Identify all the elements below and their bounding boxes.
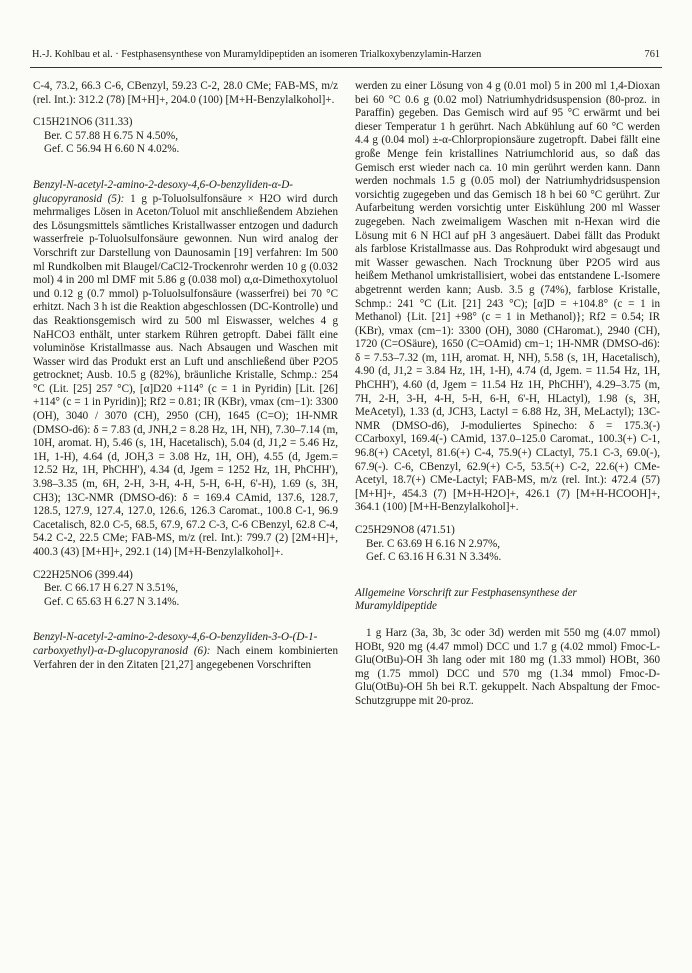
compound-5-paragraph [33, 179, 338, 560]
formula-c15: C15H21NO6 (311.33) [33, 116, 133, 129]
analysis-calculated-2: Ber. C 66.17 H 6.27 N 3.51%, [44, 582, 179, 595]
page-number: 761 [644, 49, 660, 60]
compound-6-text: Nach einem kombinierten Verfahren der in den Zitaten [21,27] angegebenen Vorschriften [33, 644, 339, 671]
compound-6-title: Benzyl-N-acetyl-2-amino-2-desoxy-4,6-O-benzyliden-3-O-(D-1-carboxyethyl)-α-D-glucopyranosid (6): [33, 631, 318, 657]
running-header [30, 47, 662, 68]
analysis-found-3: Gef. C 63.16 H 6.31 N 3.34%. [366, 551, 502, 564]
paragraph-spectral-data-tail: C-4, 73.2, 66.3 C-6, CBenzyl, 59.23 C-2, 28.0 CMe; FAB-MS, m/z (rel. Int.): 312.2 (78) [M+H]+, 204.0 (100) [M+H-Benzylalkohol]+. [33, 80, 338, 106]
analysis-found-2: Gef. C 65.63 H 6.27 N 3.14%. [44, 595, 180, 608]
analysis-found-1: Gef. C 56.94 H 6.60 N 4.02%. [44, 143, 180, 156]
compound-5-title: Benzyl-N-acetyl-2-amino-2-desoxy-4,6-O-benzyliden-α-D-glucopyranosid (5): [33, 178, 293, 205]
left-column [33, 80, 338, 672]
analysis-calculated-3: Ber. C 63.69 H 6.16 N 2.97%, [366, 537, 501, 550]
formula-c22: C22H25NO6 (399.44) [33, 568, 133, 581]
section-heading: Allgemeine Vorschrift zur Festphasensynthese der Muramyldipeptide [355, 586, 577, 613]
formula-c25: C25H29NO8 (471.51) [355, 524, 455, 536]
section-paragraph: 1 g Harz (3a, 3b, 3c oder 3d) werden mit 550 mg (4.07 mmol) HOBt, 920 mg (4.47 mmol) DCC und 1.7 g (4.02 mmol) Fmoc-L-Glu(OtBu)-OH 3h lang oder mit 180 mg (1.33 mmol) HOBt, 360 mg (1.75 mmol) DCC und 570 mg (1.34 mmol) Fmoc-D-Glu(OtBu)-OH 5h bei R.T. gekuppelt. Nach Abspaltung der Fmoc-Schutzgruppe mit 20-proz. [355, 626, 660, 707]
compound-6-continued: werden zu einer Lösung von 4 g (0.01 mol) 5 in 200 ml 1,4-Dioxan bei 60 °C 0.6 g (0.02 mol) Natriumhydridsuspension (80-proz. in Paraffin) gegeben. Das Gemisch wird auf 95 °C erwärmt und bei dieser Temperatur 1 h gerührt. Nach Abkühlung auf 60 °C werden 4.4 g (0.04 mol) ±-α-Chlorpropionsäure zugetropft. Dabei fällt eine große Menge fein kristallines Natriumchlorid aus, so daß das Gemisch erst wieder nach ca. 10 min gerührt werden kann. Dann werden nochmals 1.5 g (0.05 mol) der Natriumhydridsuspension vorsichtig zugegeben und das Gemisch 18 h bei 60 °C gerührt. Zur Aufarbeitung werden vorsichtig unter Eiskühlung 200 ml Wasser zugegeben. Nach zweimaligem Waschen mit n-Hexan wird die Lösung mit 6 N HCl auf pH 3 angesäuert. Dabei fällt das Produkt als farblose Kristallmasse aus. Das Rohprodukt wird abgesaugt und mit Wasser gewaschen. Nach Trocknung über P2O5 wird aus heißem Methanol umkristallisiert, wobei das entstandene L-Isomere abgetrennt werden kann; Ausb. 3.5 g (74%), farblose Kristalle, Schmp.: 241 °C (Lit. [21] 243 °C); [α]D = +104.8° (c = 1 in Methanol) {Lit. [21] +98° (c = 1 in Methanol)}; Rf2 = 0.54; IR (KBr), νmax (cm−1): 3300 (OH), 3080 (CHaromat.), 2940 (CH), 1720 (C=OSäure), 1650 (C=OAmid) cm−1; 1H-NMR (DMSO-d6): δ = 7.53–7.32 (m, 11H, aromat. H, NH), 5.58 (s, 1H, Hacetalisch), 4.90 (d, J1,2 = 3.84 Hz, 1H, 1-H), 4.74 (d, Jgem. = 11.54 Hz, 1H, PhCHH'), 4.60 (d, Jgem = 11.54 Hz 1H, PhCHH'), 4.29–3.75 (m, 7H, 2-H, 3-H, 4-H, 5-H, 6-H, 6'-H, HLactyl), 1.98 (s, 3H, MeAcetyl), 1.33 (d, JCH3, Lactyl = 6.88 Hz, 3H, MeLactyl); 13C-NMR (DMSO-d6), J-moduliertes Spinecho: δ = 175.3(-) CCarboxyl, 169.4(-) CAmid, 137.0–125.0 Caromat., 100.3(+) C-1, 96.8(+) CAcetyl, 81.6(+) C-4, 75.9(+) CLactyl, 75.1 C-3, 69.0(-), 67.9(-). C-6, CBenzyl, 62.9(+) C-5, 53.5(+) C-2, 22.6(+) CMe-Acetyl, 18.7(+) CMe-Lactyl; FAB-MS, m/z (rel. Int.): 472.4 (57) [M+H]+, 454.3 (7) [M+H-H2O]+, 426.1 (7) [M+H-HCOOH]+, 364.1 (100) [M+H-Benzylalkohol]+. [355, 80, 660, 514]
analysis-calculated-1: Ber. C 57.88 H 6.75 N 4.50%, [44, 129, 179, 142]
right-column [355, 80, 660, 709]
compound-6-paragraph [33, 631, 338, 672]
compound-5-text: 1 g p-Toluolsulfonsäure × H2O wird durch mehrmaliges Lösen in Aceton/Toluol mit anschließendem Abziehen des Lösungsmittels sämtliches Kristallwasser entzogen und dadurch wasserfreie p-Toluolsulfonsäure gewonnen. Nun wird analog der Vorschrift zur Darstellung von Daunosamin [19] verfahren: Im 500 ml Rundkolben mit Blaugel/CaCl2-Trockenrohr werden 10 g (0.032 mol) 4 in 200 ml DMF mit 5.86 g (0.038 mol) α,α-Dimethoxytoluol und 0.12 g (0.7 mmol) p-Toluolsulfonsäure (wasserfrei) bei 70 °C erhitzt. Nach 3 h ist die Reaktion abgeschlossen (DC-Kontrolle) und das Reaktionsgemisch wird zu 500 ml Eiswasser, welches 4 g NaHCO3 enthält, unter starkem Rühren getropft. Dabei fällt eine voluminöse Kristallmasse aus. Nach Absaugen und Waschen mit Wasser wird das Produkt erst an Luft und anschließend über P2O5 getrocknet; Ausb. 10.5 g (82%), bräunliche Kristalle, Schmp.: 254 °C (Lit. [25] 257 °C), [α]D20 +114° (c = 1 in Pyridin) [Lit. [26] +114° (c = 1 in Pyridin)]; Rf2 = 0.81; IR (KBr), νmax (cm−1): 3300 (OH), 3040 / 3070 (CH), 2950 (CH), 1645 (C=O); 1H-NMR (DMSO-d6): δ = 7.83 (d, JNH,2 = 8.28 Hz, 1H, NH), 7.30–7.14 (m, 10H, aromat. H), 5.46 (s, 1H, Hacetalisch), 5.04 (d, J1,2 = 5.46 Hz, 1H, 1-H), 4.64 (d, JOH,3 = 3.08 Hz, 1H, OH), 4.55 (d, Jgem.= 12.52 Hz, 1H, PhCHH'), 4.34 (d, Jgem = 1252 Hz, 1H, PhCHH'), 3.98–3.35 (m, 6H, 2-H, 3-H, 4-H, 5-H, 6-H, 6'-H), 1.69 (s, 3H, CH3); 13C-NMR (DMSO-d6): δ = 169.4 CAmid, 137.6, 128.7, 128.5, 127.9, 127.4, 127.0, 126.6, 126.3 Caromat., 100.8 C-1, 96.9 Cacetalisch, 82.0 C-5, 68.5, 67.9, 67.2 C-3, C-6 CBenzyl, 62.8 C-4, 54.2 C-2, 22.5 CMe; FAB-MS, m/z (rel. Int.): 799.7 (2) [2M+H]+, 400.3 (43) [M+H]+, 292.1 (14) [M+H-Benzylalkohol]+. [33, 192, 338, 558]
header-authors-title: H.-J. Kohlbau et al. · Festphasensynthese von Muramyldipeptiden an isomeren Trialkoxybenzylamin-Harzen [32, 49, 482, 60]
